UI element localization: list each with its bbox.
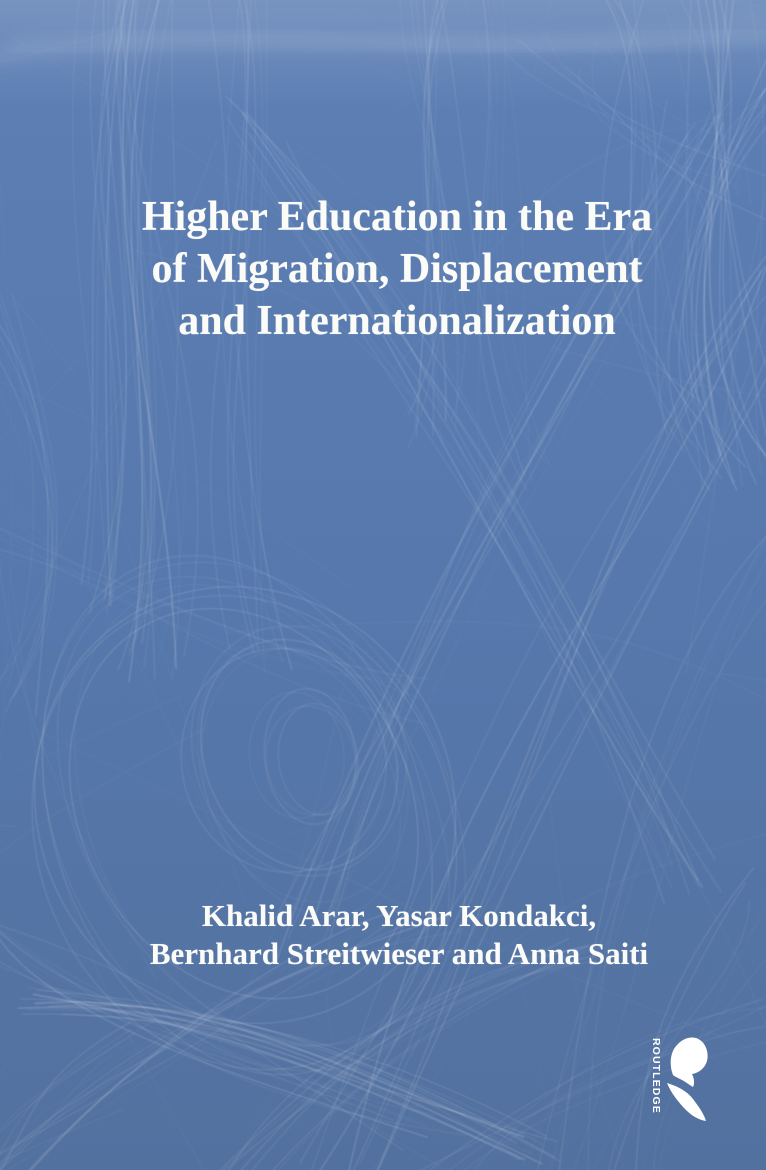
title-line-3: and Internationalization — [178, 298, 616, 344]
author-line-2: Bernhard Streitwieser and Anna Saiti — [149, 936, 649, 971]
author-line-1: Khalid Arar, Yasar Kondakci, — [201, 898, 597, 933]
title-line-2: of Migration, Displacement — [151, 246, 643, 292]
routledge-logo — [650, 1037, 710, 1121]
routledge-wordmark: ROUTLEDGE — [650, 1038, 662, 1114]
title-line-1: Higher Education in the Era — [141, 194, 653, 240]
routledge-r-icon — [664, 1037, 710, 1121]
book-title — [14, 191, 766, 347]
book-authors — [16, 897, 766, 973]
